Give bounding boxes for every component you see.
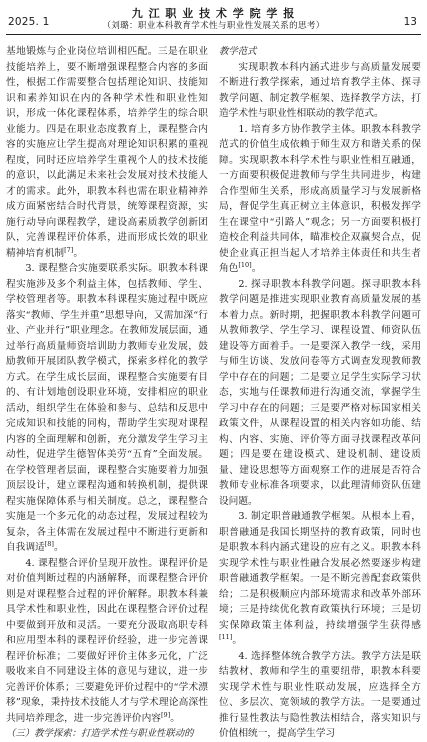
body-paragraph bbox=[219, 60, 421, 122]
paragraph-text: 4. 课程整合评价呈现开放性。课程评价是对价值判断过程的内涵解释，而课程整合评价则是对课程整合过程的评价解释。职教本科兼具学术性和职业性，因此在课程整合评价过程中要做到开放和灵活。一要充分汲取高职专科和应用型本科的课程评价经验，进一步完善课程评价标准；二要做好评价主体多元化，广泛吸收来自不同建设主体的意见与建议，进一步完善评价体系；三要避免评价过程中的“学术漂移”现象，秉持技术技能人才与学术理论高深性共同培养理念，进一步完善评价内容 bbox=[6, 557, 208, 724]
section-subheading bbox=[6, 726, 208, 742]
body-paragraph bbox=[219, 649, 421, 742]
header-rule bbox=[6, 34, 421, 35]
body-paragraph bbox=[6, 44, 208, 261]
page-header bbox=[0, 0, 427, 36]
paragraph-end-punctuation: 。 bbox=[251, 263, 262, 274]
paragraph-text: 1. 培育多方协作教学主体。职教本科教学范式的价值生成依赖于师生双方和谐关系的保障。实现职教本科学术性与职业性相互融通，一方面要积极促进教师与学生共同进步，构建合作型师生关系，形成高质量学习与发展新格局，督促学生真正树立主体意识，积极发挥学生在课堂中“引路人”观念；另一方面要积极打造校企利益共同体，瞄准校企双赢契合点，促使企业真正担当起人才培养主体责任和共生者角色 bbox=[219, 123, 421, 274]
citation-marker: [7] bbox=[64, 245, 74, 254]
paragraph-text: 3. 课程整合实施要联系实际。职教本科课程实施涉及多个利益主体，包括教师、学生、学校管理者等。职教本科课程实施过程中既应落实“教师、学生并重”思想导向，又需加深“行业、产业并行”职业理念。在教师发展层面，通过举行高质量师资培训助力教师专业发展，鼓励教师开展团队教学模式，探索多样化的教学方式。在学生成长层面，课程整合实施要有目的、有计划地创设职业环境，安排相应的职业活动，组织学生在体验和参与、总结和反思中完成知识和技能的同构，帮助学生实现对课程内容的全面理解和创新，充分激发学生学习主动性，促进学生德智体美劳“五育”全面发展。在学校管理者层面，课程整合实施要着力加强顶层设计，建立课程沟通和转换机制，提供课程实施保障体系与相关制度。总之，课程整合实施是一个多元化的动态过程，发展过程较为复杂，各主体需在发展过程中不断进行更新和自我调适 bbox=[6, 263, 208, 553]
section-subheading bbox=[219, 44, 421, 60]
issue-date: 2025. 1 bbox=[8, 16, 50, 28]
paragraph-text: 教学范式 bbox=[219, 46, 257, 57]
citation-marker: [8] bbox=[44, 539, 54, 548]
article-running-title: （刘璐：职业本科教育学术性与职业性发展关系的思考） bbox=[102, 21, 325, 31]
paragraph-end-punctuation: 。 bbox=[170, 712, 180, 724]
paragraph-end-punctuation: 。 bbox=[53, 542, 64, 553]
paragraph-text: 4. 选择整体统合教学方法。教学方法是联结教材、教师和学生的重要纽带，职教本科要实现学术性与职业性联动发展，应选择全方位、多层次、宽领域的教学方法。一是要通过推行显性教法与隐性教法相结合，落实知识与价值相统一，提高学生学习 bbox=[219, 650, 421, 739]
citation-marker: [11] bbox=[219, 632, 233, 641]
paragraph-text: 基地锻炼与企业岗位培训相匹配。三是在职业技能培养上，要不断增强课程整合内容的多面性，根据工作需要整合包括理论知识、技能知识和素养知识在内的各种学术性和职业性知识，形成一体化课程体系，培养学生的综合职业能力。四是在职业态度教育上，课程整合内容的实施应让学生提高对理论知识积累的重视程度，同时还应培养学生重视个人的技术技能的意识，以此满足未来社会发展对技术技能人才的需求。此外，职教本科也需在职业精神养成方面紧密结合时代背景，统筹课程资源，实施行动导向课程教学，建设高素质教学创新团队，完善课程评价体系，进而形成长效的职业精神培育机制 bbox=[6, 46, 208, 259]
journal-title: 九 江 职 业 技 术 学 院 学 报 bbox=[131, 7, 296, 20]
page-number: 13 bbox=[403, 16, 417, 28]
left-column bbox=[6, 44, 208, 742]
body-paragraph bbox=[6, 556, 208, 727]
body-paragraph bbox=[219, 122, 421, 277]
right-column bbox=[219, 44, 421, 742]
paragraph-text: 实现职教本科内涵式进步与高质量发展要不断进行教学探索，通过培育教学主体、探寻教学问题、制定教学框架、选择教学方法，打造学术性与职业性相联动的教学范式。 bbox=[219, 61, 421, 119]
citation-marker: [10] bbox=[238, 260, 252, 269]
citation-marker: [9] bbox=[161, 710, 171, 719]
body-paragraph bbox=[6, 261, 208, 556]
body-paragraph bbox=[219, 509, 421, 649]
paragraph-end-punctuation: 。 bbox=[232, 635, 243, 646]
paragraph-text: 2. 探寻职教本科教学问题。探寻职教本科教学问题是推进实现职业教育高质量发展的基本着力点。新时期，把握职教本科教学问题可从教师教学、学生学习、课程设置、师资队伍建设等方面着手。一是要深入教学一线，采用与师生访谈、发放问卷等方式调查发现教师教学中存在的问题；二是要立足学生实际学习状态，实地与任课教师进行沟通交流，掌握学生学习中存在的问题；三是要严格对标国家相关政策文件，从课程设置的相关内容如功能、结构、内容、实施、评价等方面寻找课程改革问题；四是要在建设模式、建设机制、建设质量、建设思想等方面观察工作的进展是否符合教师专业标准各项要求，以此理清师资队伍建设问题。 bbox=[219, 278, 421, 507]
paragraph-text: 3. 制定职普融通教学框架。从根本上看，职普融通是我国长期坚持的教育政策，同时也是职教本科内涵式建设的应有之义。职教本科实现学术性与职业性融合发展必然要逐步构建职普融通教学框架。一是不断完善配套政策供给；二是积极顺应内部环境需求和改革外部环境；三是持续优化教育政策执行环境；三是切实保障政策主体利益，持续增强学生获得感 bbox=[219, 511, 421, 631]
body-paragraph bbox=[219, 277, 421, 510]
paragraph-text: （三）教学探索：打造学术性与职业性联动的 bbox=[6, 728, 194, 739]
paragraph-end-punctuation: 。 bbox=[73, 247, 84, 259]
